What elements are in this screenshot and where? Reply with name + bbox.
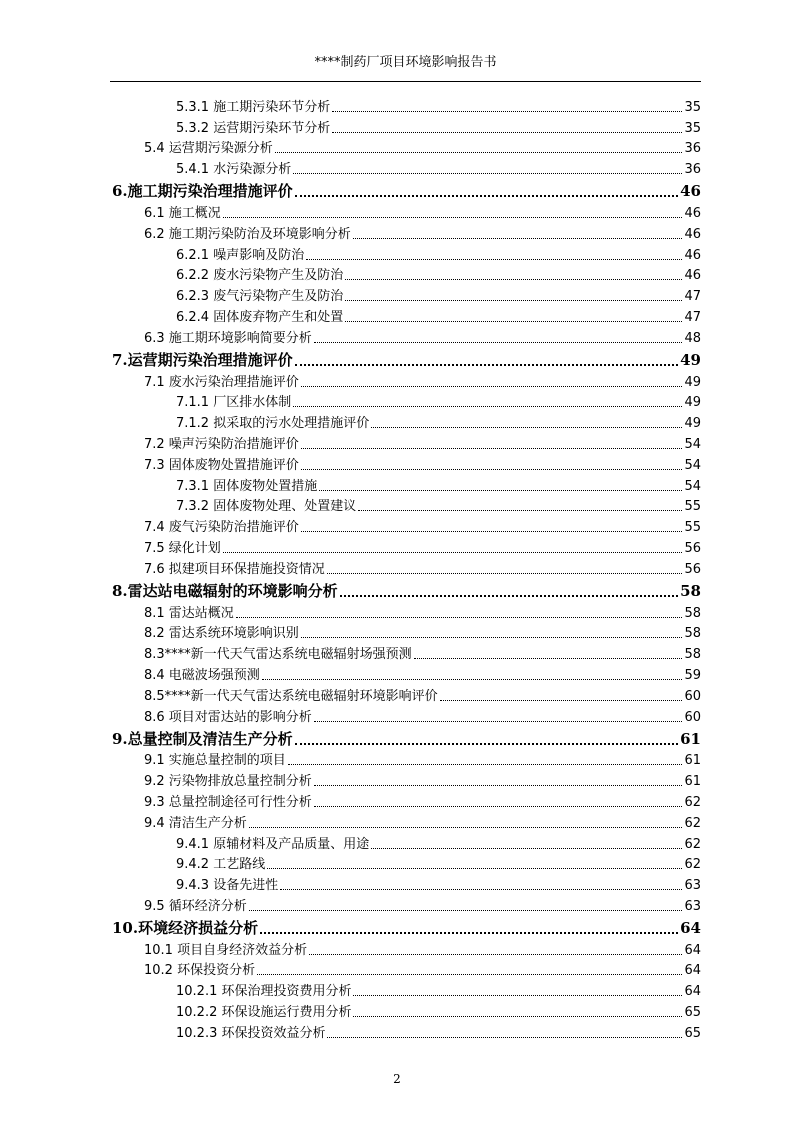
toc-dot-leader [314, 341, 683, 343]
toc-dot-leader [309, 953, 682, 955]
toc-entry-page: 46 [684, 268, 701, 284]
toc-entry-label: 6.施工期污染治理措施评价 [112, 182, 293, 201]
toc-entry-page: 58 [684, 647, 701, 663]
toc-entry-page: 62 [684, 857, 701, 873]
toc-entry[interactable] [110, 370, 701, 391]
toc-entry[interactable] [110, 326, 701, 347]
toc-dot-leader [371, 847, 682, 849]
toc-entry[interactable] [110, 474, 701, 495]
toc-entry-label: 10.2 环保投资分析 [144, 963, 256, 979]
toc-dot-leader [345, 299, 682, 301]
toc-entry-page: 35 [684, 99, 701, 115]
toc-entry-page: 65 [684, 1025, 701, 1041]
toc-entry[interactable] [110, 116, 701, 137]
toc-entry-label: 9.5 循环经济分析 [144, 898, 247, 914]
toc-entry-page: 58 [684, 626, 701, 642]
toc-entry-label: 8.1 雷达站概况 [144, 605, 234, 621]
toc-entry-label: 10.1 项目自身经济效益分析 [144, 942, 308, 958]
toc-entry-label: 6.2.3 废气污染物产生及防治 [176, 289, 344, 305]
toc-entry-label: 6.2.4 固体废弃物产生和处置 [176, 309, 344, 325]
toc-entry-label: 9.1 实施总量控制的项目 [144, 753, 286, 769]
toc-entry-label: 7.3.1 固体废物处置措施 [176, 478, 318, 494]
toc-entry-label: 5.4.1 水污染源分析 [176, 162, 292, 178]
toc-entry[interactable] [110, 137, 701, 158]
toc-dot-leader [358, 509, 682, 511]
toc-entry-page: 48 [684, 330, 701, 346]
toc-entry-page: 60 [684, 688, 701, 704]
toc-entry-page: 54 [684, 436, 701, 452]
toc-entry-label: 5.4 运营期污染源分析 [144, 141, 273, 157]
toc-entry-page: 62 [684, 815, 701, 831]
toc-entry[interactable] [110, 853, 701, 874]
toc-dot-leader [249, 909, 683, 911]
toc-dot-leader [249, 826, 683, 828]
toc-entry-page: 54 [684, 457, 701, 473]
toc-entry-label: 10.2.2 环保设施运行费用分析 [176, 1005, 352, 1021]
toc-dot-leader [371, 426, 682, 428]
toc-entry-page: 56 [684, 540, 701, 556]
toc-entry-page: 35 [684, 120, 701, 136]
running-header: ****制药厂项目环境影响报告书 [110, 53, 701, 82]
toc-chapter-entry[interactable] [110, 347, 701, 370]
toc-entry[interactable] [110, 832, 701, 853]
page-number: 2 [393, 1072, 401, 1086]
toc-chapter-entry[interactable] [110, 578, 701, 601]
toc-entry-label: 9.总量控制及清洁生产分析 [112, 729, 293, 748]
toc-dot-leader [301, 468, 683, 470]
toc-entry[interactable] [110, 536, 701, 557]
toc-entry-label: 7.4 废气污染防治措施评价 [144, 520, 299, 536]
toc-entry-page: 61 [684, 774, 701, 790]
toc-entry-label: 7.1 废水污染治理措施评价 [144, 374, 299, 390]
toc-entry-label: 7.3.2 固体废物处理、处置建议 [176, 499, 357, 515]
toc-entry-page: 64 [684, 942, 701, 958]
toc-entry[interactable] [110, 391, 701, 412]
toc-entry[interactable] [110, 663, 701, 684]
toc-dot-leader [314, 784, 683, 786]
toc-entry[interactable] [110, 894, 701, 915]
toc-dot-leader [293, 405, 682, 407]
toc-dot-leader [319, 489, 682, 491]
toc-dot-leader [332, 131, 682, 133]
toc-entry-page: 49 [684, 374, 701, 390]
toc-entry-label: 10.环境经济损益分析 [112, 918, 259, 937]
toc-entry[interactable] [110, 201, 701, 222]
toc-entry-label: 5.3.2 运营期污染环节分析 [176, 120, 331, 136]
toc-dot-leader [257, 973, 682, 975]
toc-entry[interactable] [110, 705, 701, 726]
toc-entry-page: 55 [684, 499, 701, 515]
toc-dot-leader [293, 172, 682, 174]
toc-entry[interactable] [110, 264, 701, 285]
toc-entry-page: 46 [684, 226, 701, 242]
toc-entry-page: 63 [684, 878, 701, 894]
toc-entry-page: 62 [684, 794, 701, 810]
toc-entry-label: 10.2.3 环保投资效益分析 [176, 1025, 326, 1041]
toc-entry[interactable] [110, 222, 701, 243]
toc-dot-leader [345, 320, 682, 322]
toc-entry-page: 63 [684, 898, 701, 914]
toc-entry[interactable] [110, 979, 701, 1000]
toc-entry-page: 58 [680, 581, 701, 600]
toc-entry-label: 9.4 清洁生产分析 [144, 815, 247, 831]
toc-entry-page: 36 [684, 162, 701, 178]
toc-entry-label: 7.1.2 拟采取的污水处理措施评价 [176, 416, 370, 432]
toc-dot-leader [275, 151, 683, 153]
toc-entry-label: 10.2.1 环保治理投资费用分析 [176, 984, 352, 1000]
toc-dot-leader [327, 572, 683, 574]
toc-entry-page: 64 [684, 963, 701, 979]
toc-dot-leader [295, 363, 678, 366]
toc-entry[interactable] [110, 622, 701, 643]
toc-entry-page: 65 [684, 1005, 701, 1021]
toc-entry-page: 55 [684, 520, 701, 536]
toc-dot-leader [301, 530, 683, 532]
toc-dot-leader [340, 594, 678, 597]
toc-dot-leader [236, 616, 683, 618]
toc-entry[interactable] [110, 305, 701, 326]
toc-entry-label: 6.2.2 废水污染物产生及防治 [176, 268, 344, 284]
toc-entry[interactable] [110, 557, 701, 578]
toc-entry-page: 61 [680, 729, 701, 748]
toc-entry-label: 9.4.1 原辅材料及产品质量、用途 [176, 836, 370, 852]
toc-dot-leader [353, 994, 682, 996]
toc-entry[interactable] [110, 938, 701, 959]
toc-entry-label: 9.4.2 工艺路线 [176, 857, 266, 873]
toc-dot-leader [332, 110, 682, 112]
toc-entry-page: 49 [684, 395, 701, 411]
toc-entry[interactable] [110, 1000, 701, 1021]
toc-entry-page: 61 [684, 753, 701, 769]
toc-entry[interactable] [110, 95, 701, 116]
toc-dot-leader [314, 805, 683, 807]
toc-entry[interactable] [110, 432, 701, 453]
toc-entry-label: 8.6 项目对雷达站的影响分析 [144, 709, 312, 725]
toc-entry-label: 7.6 拟建项目环保措施投资情况 [144, 561, 325, 577]
toc-entry-page: 58 [684, 605, 701, 621]
toc-dot-leader [353, 237, 683, 239]
toc-entry-page: 49 [680, 350, 701, 369]
toc-entry-label: 5.3.1 施工期污染环节分析 [176, 99, 331, 115]
toc-entry[interactable] [110, 811, 701, 832]
toc-entry[interactable] [110, 749, 701, 770]
toc-entry[interactable] [110, 453, 701, 474]
toc-entry[interactable] [110, 769, 701, 790]
toc-dot-leader [301, 385, 683, 387]
toc-entry[interactable] [110, 873, 701, 894]
toc-entry-page: 64 [680, 918, 701, 937]
toc-entry-label: 9.3 总量控制途径可行性分析 [144, 794, 312, 810]
toc-dot-leader [223, 216, 683, 218]
toc-chapter-entry[interactable] [110, 915, 701, 938]
toc-entry-label: 9.2 污染物排放总量控制分析 [144, 774, 312, 790]
toc-entry[interactable] [110, 157, 701, 178]
toc-dot-leader [306, 258, 682, 260]
toc-dot-leader [288, 763, 683, 765]
table-of-contents [110, 95, 701, 1042]
toc-entry[interactable] [110, 684, 701, 705]
toc-entry-label: 6.2.1 噪声影响及防治 [176, 247, 305, 263]
toc-dot-leader [345, 278, 682, 280]
toc-entry-page: 36 [684, 141, 701, 157]
toc-chapter-entry[interactable] [110, 726, 701, 749]
toc-dot-leader [267, 867, 682, 869]
toc-dot-leader [295, 194, 678, 197]
toc-entry[interactable] [110, 515, 701, 536]
toc-entry-page: 46 [684, 247, 701, 263]
toc-entry[interactable] [110, 601, 701, 622]
toc-dot-leader [353, 1015, 682, 1017]
toc-dot-leader [262, 678, 683, 680]
toc-entry-label: 7.2 噪声污染防治措施评价 [144, 436, 299, 452]
toc-entry-label: 8.雷达站电磁辐射的环境影响分析 [112, 581, 338, 600]
toc-dot-leader [301, 636, 683, 638]
toc-dot-leader [260, 931, 678, 934]
toc-entry-label: 7.5 绿化计划 [144, 540, 221, 556]
toc-entry-label: 6.1 施工概况 [144, 205, 221, 221]
toc-entry-label: 9.4.3 设备先进性 [176, 878, 279, 894]
toc-entry-label: 8.5****新一代天气雷达系统电磁辐射环境影响评价 [144, 688, 438, 704]
toc-entry-page: 62 [684, 836, 701, 852]
toc-entry-label: 8.3****新一代天气雷达系统电磁辐射场强预测 [144, 647, 412, 663]
toc-entry[interactable] [110, 243, 701, 264]
toc-dot-leader [327, 1036, 682, 1038]
toc-entry[interactable] [110, 411, 701, 432]
toc-entry-label: 7.1.1 厂区排水体制 [176, 395, 292, 411]
toc-entry-label: 6.3 施工期环境影响简要分析 [144, 330, 312, 346]
toc-entry-page: 49 [684, 416, 701, 432]
toc-entry[interactable] [110, 642, 701, 663]
toc-entry-page: 54 [684, 478, 701, 494]
toc-entry-page: 59 [684, 667, 701, 683]
toc-entry-page: 56 [684, 561, 701, 577]
toc-entry-label: 7.运营期污染治理措施评价 [112, 350, 293, 369]
toc-entry[interactable] [110, 284, 701, 305]
toc-entry-label: 7.3 固体废物处置措施评价 [144, 457, 299, 473]
toc-entry-label: 6.2 施工期污染防治及环境影响分析 [144, 226, 351, 242]
toc-dot-leader [414, 657, 683, 659]
toc-dot-leader [314, 720, 683, 722]
toc-dot-leader [301, 447, 683, 449]
toc-entry-page: 47 [684, 289, 701, 305]
toc-entry-page: 64 [684, 984, 701, 1000]
toc-entry[interactable] [110, 1021, 701, 1042]
toc-entry-label: 8.2 雷达系统环境影响识别 [144, 626, 299, 642]
toc-entry-page: 46 [680, 182, 701, 201]
toc-entry[interactable] [110, 790, 701, 811]
toc-entry-label: 8.4 电磁波场强预测 [144, 667, 260, 683]
toc-entry-page: 60 [684, 709, 701, 725]
toc-dot-leader [223, 551, 683, 553]
toc-dot-leader [295, 742, 678, 745]
toc-entry[interactable] [110, 959, 701, 980]
toc-dot-leader [440, 699, 683, 701]
toc-entry-page: 46 [684, 205, 701, 221]
toc-entry[interactable] [110, 495, 701, 516]
toc-entry-page: 47 [684, 309, 701, 325]
toc-dot-leader [280, 888, 682, 890]
toc-chapter-entry[interactable] [110, 178, 701, 201]
